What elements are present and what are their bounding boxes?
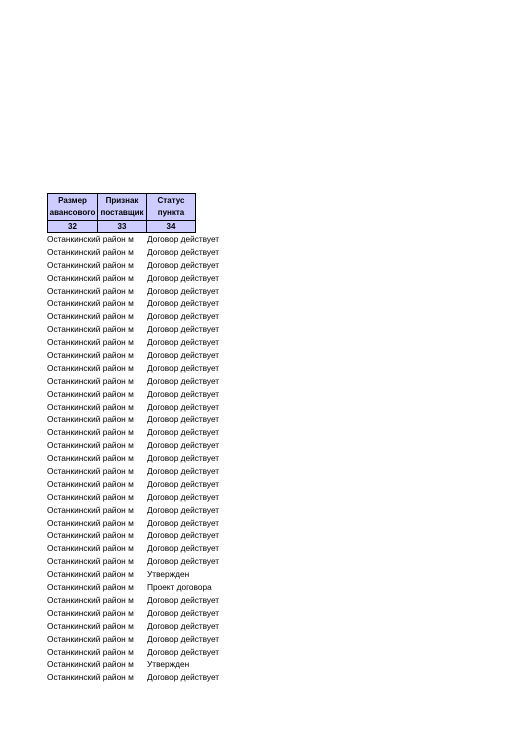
district-cell (47, 517, 145, 530)
district-text: Останкинский район м (47, 246, 134, 257)
district-cell (47, 426, 145, 439)
table-row (47, 594, 247, 607)
district-cell (47, 246, 145, 259)
district-text: Останкинский район м (47, 311, 134, 322)
contract-status-cell: Проект договора (147, 582, 212, 593)
district-text: Останкинский район м (47, 337, 134, 348)
district-cell (47, 259, 145, 272)
district-text: Останкинский район м (47, 324, 134, 335)
contract-status-cell: Договор действует (147, 311, 220, 322)
district-cell (47, 542, 145, 555)
table-row (47, 233, 247, 246)
table-row (47, 555, 247, 568)
contract-status-cell: Утвержден (147, 569, 190, 580)
district-cell (47, 285, 145, 298)
district-cell (47, 478, 145, 491)
column-number: 32 (48, 221, 98, 233)
district-cell (47, 607, 145, 620)
contract-status-cell: Договор действует (147, 646, 220, 657)
contract-status-cell: Договор действует (147, 607, 220, 618)
district-text: Останкинский район м (47, 375, 134, 386)
table-row (47, 671, 247, 684)
district-text: Останкинский район м (47, 556, 134, 567)
contract-status-cell: Договор действует (147, 234, 220, 244)
district-cell (47, 452, 145, 465)
contract-status-cell: Договор действует (147, 672, 220, 683)
table-row (47, 542, 247, 555)
contract-status-cell: Договор действует (147, 491, 220, 502)
district-text: Останкинский район м (47, 440, 134, 451)
table-row (47, 323, 247, 336)
contract-status-cell: Утвержден (147, 659, 190, 670)
district-text: Останкинский район м (47, 594, 134, 605)
district-text: Останкинский район м (47, 646, 134, 657)
district-cell (47, 594, 145, 607)
district-cell (47, 555, 145, 568)
district-text: Останкинский район м (47, 285, 134, 296)
contract-status-cell: Договор действует (147, 414, 220, 425)
district-cell (47, 581, 145, 594)
table-row (47, 633, 247, 646)
table-row (47, 413, 247, 426)
district-text: Останкинский район м (47, 350, 134, 361)
district-text: Останкинский район м (47, 620, 134, 631)
district-text: Останкинский район м (47, 298, 134, 309)
district-cell (47, 529, 145, 542)
district-text: Останкинский район м (47, 504, 134, 515)
district-cell (47, 375, 145, 388)
contract-status-cell: Договор действует (147, 466, 220, 477)
district-cell (47, 362, 145, 375)
district-text: Останкинский район м (47, 272, 134, 283)
district-cell (47, 646, 145, 659)
table-row (47, 375, 247, 388)
column-header-item-status: Статус пункта (147, 194, 196, 221)
table-row (47, 517, 247, 530)
contract-status-cell: Договор действует (147, 375, 220, 386)
district-text: Останкинский район м (47, 543, 134, 554)
header-table (47, 193, 196, 233)
contract-status-cell: Договор действует (147, 324, 220, 335)
district-text: Останкинский район м (47, 414, 134, 425)
contract-status-cell: Договор действует (147, 401, 220, 412)
table-row (47, 620, 247, 633)
column-header-advance-size: Размер авансового (48, 194, 98, 221)
district-cell (47, 323, 145, 336)
district-cell (47, 504, 145, 517)
table-row (47, 401, 247, 414)
table-row (47, 439, 247, 452)
contract-status-cell: Договор действует (147, 556, 220, 567)
table-row (47, 297, 247, 310)
district-text: Останкинский район м (47, 362, 134, 373)
district-text: Останкинский район м (47, 530, 134, 541)
district-cell (47, 310, 145, 323)
district-text: Останкинский район м (47, 478, 134, 489)
contract-status-cell: Договор действует (147, 272, 220, 283)
table-row (47, 272, 247, 285)
table-row (47, 259, 247, 272)
district-text: Останкинский район м (47, 517, 134, 528)
district-cell (47, 272, 145, 285)
table-row (47, 658, 247, 671)
contract-status-cell: Договор действует (147, 388, 220, 399)
district-cell (47, 349, 145, 362)
column-header-supplier-flag: Признак поставщик (98, 194, 147, 221)
contract-status-cell: Договор действует (147, 530, 220, 541)
table-row (47, 465, 247, 478)
district-cell (47, 413, 145, 426)
district-cell (47, 633, 145, 646)
table-row (47, 426, 247, 439)
table-row (47, 285, 247, 298)
contract-status-cell: Договор действует (147, 259, 220, 270)
district-text: Останкинский район м (47, 466, 134, 477)
table-row (47, 568, 247, 581)
district-cell (47, 336, 145, 349)
district-text: Останкинский район м (47, 607, 134, 618)
contract-status-cell: Договор действует (147, 337, 220, 348)
district-text: Останкинский район м (47, 388, 134, 399)
district-text: Останкинский район м (47, 672, 134, 683)
district-cell (47, 233, 145, 246)
district-cell (47, 568, 145, 581)
district-cell (47, 439, 145, 452)
district-text: Останкинский район м (47, 659, 134, 670)
column-number: 33 (98, 221, 147, 233)
district-cell (47, 297, 145, 310)
contract-status-cell: Договор действует (147, 362, 220, 373)
district-text: Останкинский район м (47, 401, 134, 412)
contract-status-cell: Договор действует (147, 478, 220, 489)
district-text: Останкинский район м (47, 569, 134, 580)
contract-status-cell: Договор действует (147, 427, 220, 438)
district-text: Останкинский район м (47, 491, 134, 502)
contract-status-cell: Договор действует (147, 285, 220, 296)
column-number-row (48, 221, 196, 233)
table-row (47, 504, 247, 517)
district-text: Останкинский район м (47, 633, 134, 644)
district-cell (47, 671, 145, 684)
district-text: Останкинский район м (47, 453, 134, 464)
table-row (47, 362, 247, 375)
contract-status-cell: Договор действует (147, 620, 220, 631)
table-row (47, 646, 247, 659)
table-row (47, 529, 247, 542)
district-text: Останкинский район м (47, 234, 134, 244)
table-row (47, 336, 247, 349)
district-cell (47, 465, 145, 478)
table-row (47, 607, 247, 620)
contract-status-cell: Договор действует (147, 298, 220, 309)
district-cell (47, 401, 145, 414)
contract-status-cell: Договор действует (147, 440, 220, 451)
table-row (47, 581, 247, 594)
contract-status-cell: Договор действует (147, 350, 220, 361)
table-row (47, 452, 247, 465)
table-row (47, 310, 247, 323)
table-row (47, 491, 247, 504)
district-text: Останкинский район м (47, 427, 134, 438)
column-number: 34 (147, 221, 196, 233)
contract-status-cell: Договор действует (147, 594, 220, 605)
district-cell (47, 491, 145, 504)
data-rows (47, 233, 247, 684)
district-cell (47, 658, 145, 671)
contract-status-cell: Договор действует (147, 453, 220, 464)
contract-status-cell: Договор действует (147, 517, 220, 528)
contract-status-cell: Договор действует (147, 633, 220, 644)
table-row (47, 478, 247, 491)
header-row (48, 194, 196, 221)
contract-status-cell: Договор действует (147, 246, 220, 257)
contract-status-cell: Договор действует (147, 504, 220, 515)
contract-status-cell: Договор действует (147, 543, 220, 554)
table-row (47, 246, 247, 259)
district-cell (47, 620, 145, 633)
district-text: Останкинский район м (47, 582, 134, 593)
district-cell (47, 388, 145, 401)
table-row (47, 388, 247, 401)
district-text: Останкинский район м (47, 259, 134, 270)
table-row (47, 349, 247, 362)
